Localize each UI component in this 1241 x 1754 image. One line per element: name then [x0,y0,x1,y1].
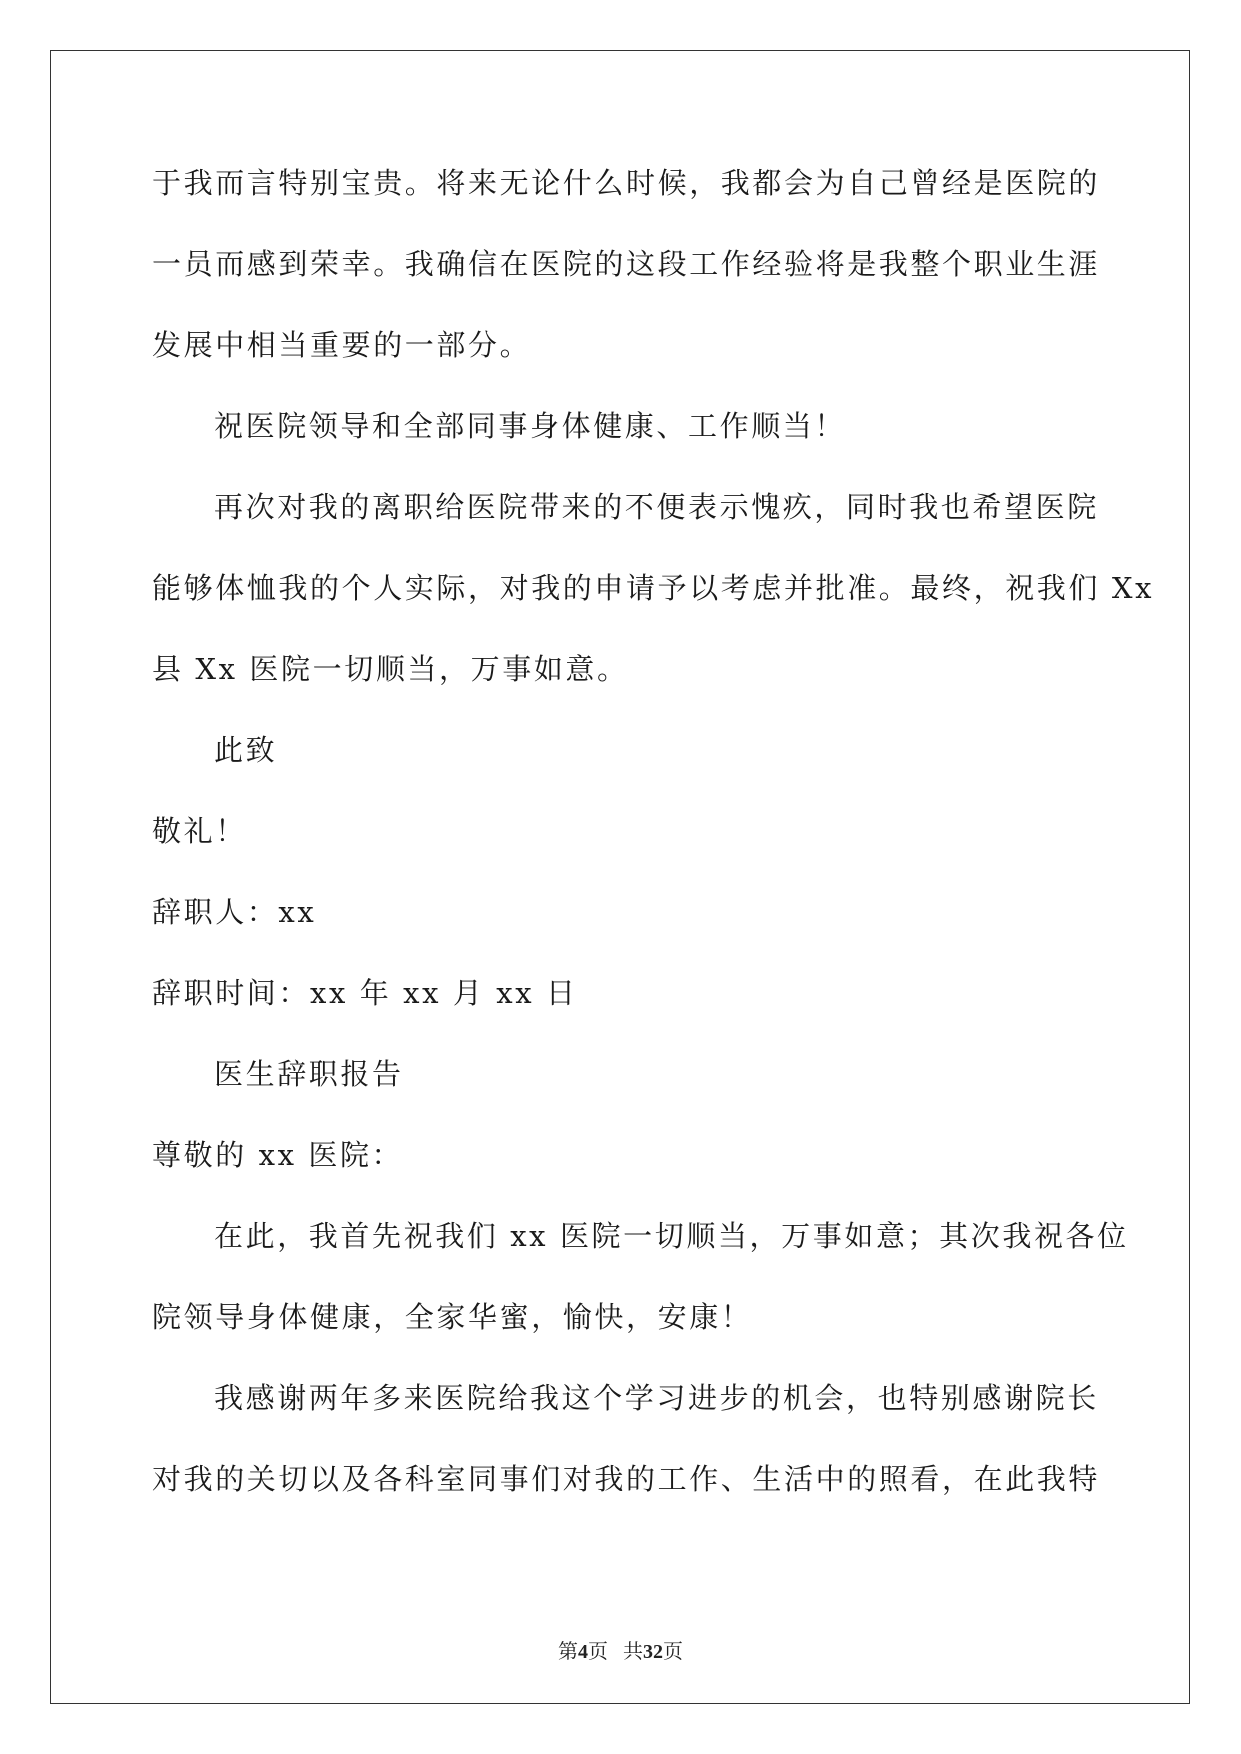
text-line: 再次对我的离职给医院带来的不便表示愧疚，同时我也希望医院 [214,490,1099,524]
text-line: 在此，我首先祝我们 xx 医院一切顺当，万事如意；其次我祝各位 [214,1219,1129,1253]
text-line: 我感谢两年多来医院给我这个学习进步的机会，也特别感谢院长 [214,1381,1099,1415]
text-line: 此致 [214,733,278,767]
text-line: 一员而感到荣幸。我确信在医院的这段工作经验将是我整个职业生涯 [152,247,1101,281]
footer-total-prefix: 共 [623,1641,643,1663]
document-body [152,163,1155,1540]
page-footer [0,1635,1241,1664]
text-line: 对我的关切以及各科室同事们对我的工作、生活中的照看，在此我特 [152,1462,1101,1496]
text-line: 辞职时间：xx 年 xx 月 xx 日 [152,976,578,1010]
text-line: 发展中相当重要的一部分。 [152,328,532,362]
footer-prefix: 第 [558,1641,578,1663]
text-line: 辞职人：xx [152,895,317,929]
text-line: 能够体恤我的个人实际，对我的申请予以考虑并批准。最终，祝我们 Xx [152,571,1155,605]
text-line: 祝医院领导和全部同事身体健康、工作顺当！ [214,409,847,443]
text-line: 院领导身体健康，全家华蜜，愉快，安康！ [152,1300,753,1334]
text-line: 敬礼！ [152,814,247,848]
text-line: 于我而言特别宝贵。将来无论什么时候，我都会为自己曾经是医院的 [152,166,1101,200]
total-page-number: 32 [643,1641,663,1663]
salutation: 尊敬的 xx 医院： [152,1138,404,1172]
current-page-number: 4 [578,1641,588,1663]
footer-total-suffix: 页 [663,1641,683,1663]
section-title: 医生辞职报告 [214,1057,404,1091]
footer-page-suffix: 页 [588,1641,608,1663]
text-line: 县 Xx 医院一切顺当，万事如意。 [152,652,629,686]
